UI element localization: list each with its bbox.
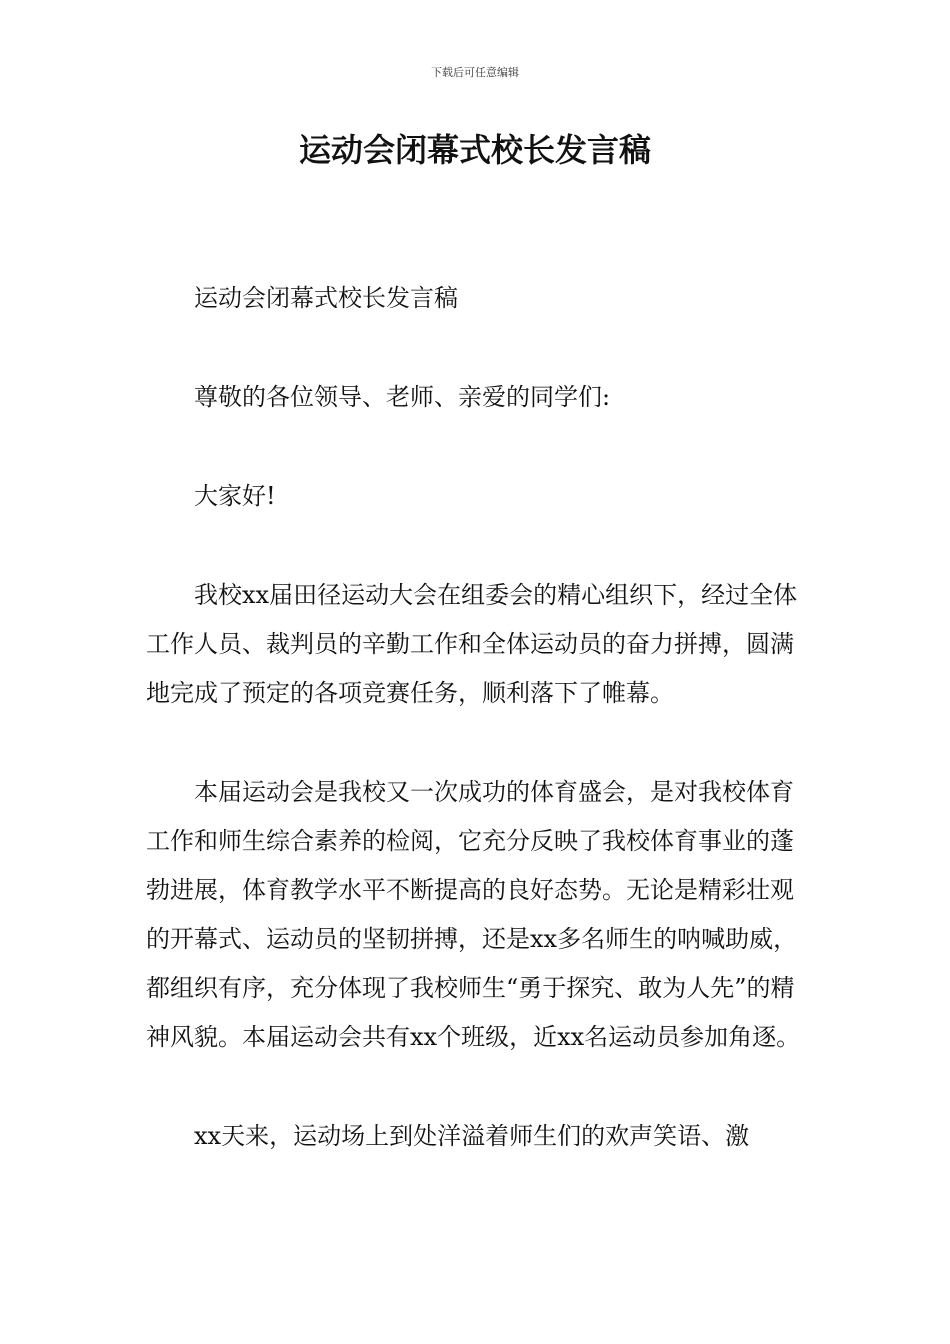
document-body	[146, 274, 806, 1161]
header-note: 下载后可任意编辑	[431, 66, 519, 79]
paragraph-subtitle: 运动会闭幕式校长发言稿	[194, 284, 458, 312]
paragraph-salutation: 尊敬的各位领导、老师、亲爱的同学们:	[194, 383, 611, 411]
paragraph-body: xx天来，运动场上到处洋溢着师生们的欢声笑语、激	[194, 1122, 750, 1150]
document-title: 运动会闭幕式校长发言稿	[298, 131, 651, 169]
paragraph-body: 我校xx届田径运动大会在组委会的精心组织下，经过全体工作人员、裁判员的辛勤工作和全体运动员的奋力拼搏，圆满地完成了预定的各项竞赛任务，顺利落下了帷幕。	[146, 581, 798, 707]
paragraph-body: 本届运动会是我校又一次成功的体育盛会，是对我校体育工作和师生综合素养的检阅，它充分反映了我校体育事业的蓬勃进展，体育教学水平不断提高的良好态势。无论是精彩壮观的开幕式、运动员的坚韧拼搏，还是xx多名师生的呐喊助威，都组织有序，充分体现了我校师生“勇于探究、敢为人先”的精神风貌。本届运动会共有xx个班级，近xx名运动员参加角逐。	[146, 778, 801, 1051]
paragraph-greeting: 大家好!	[194, 482, 276, 510]
